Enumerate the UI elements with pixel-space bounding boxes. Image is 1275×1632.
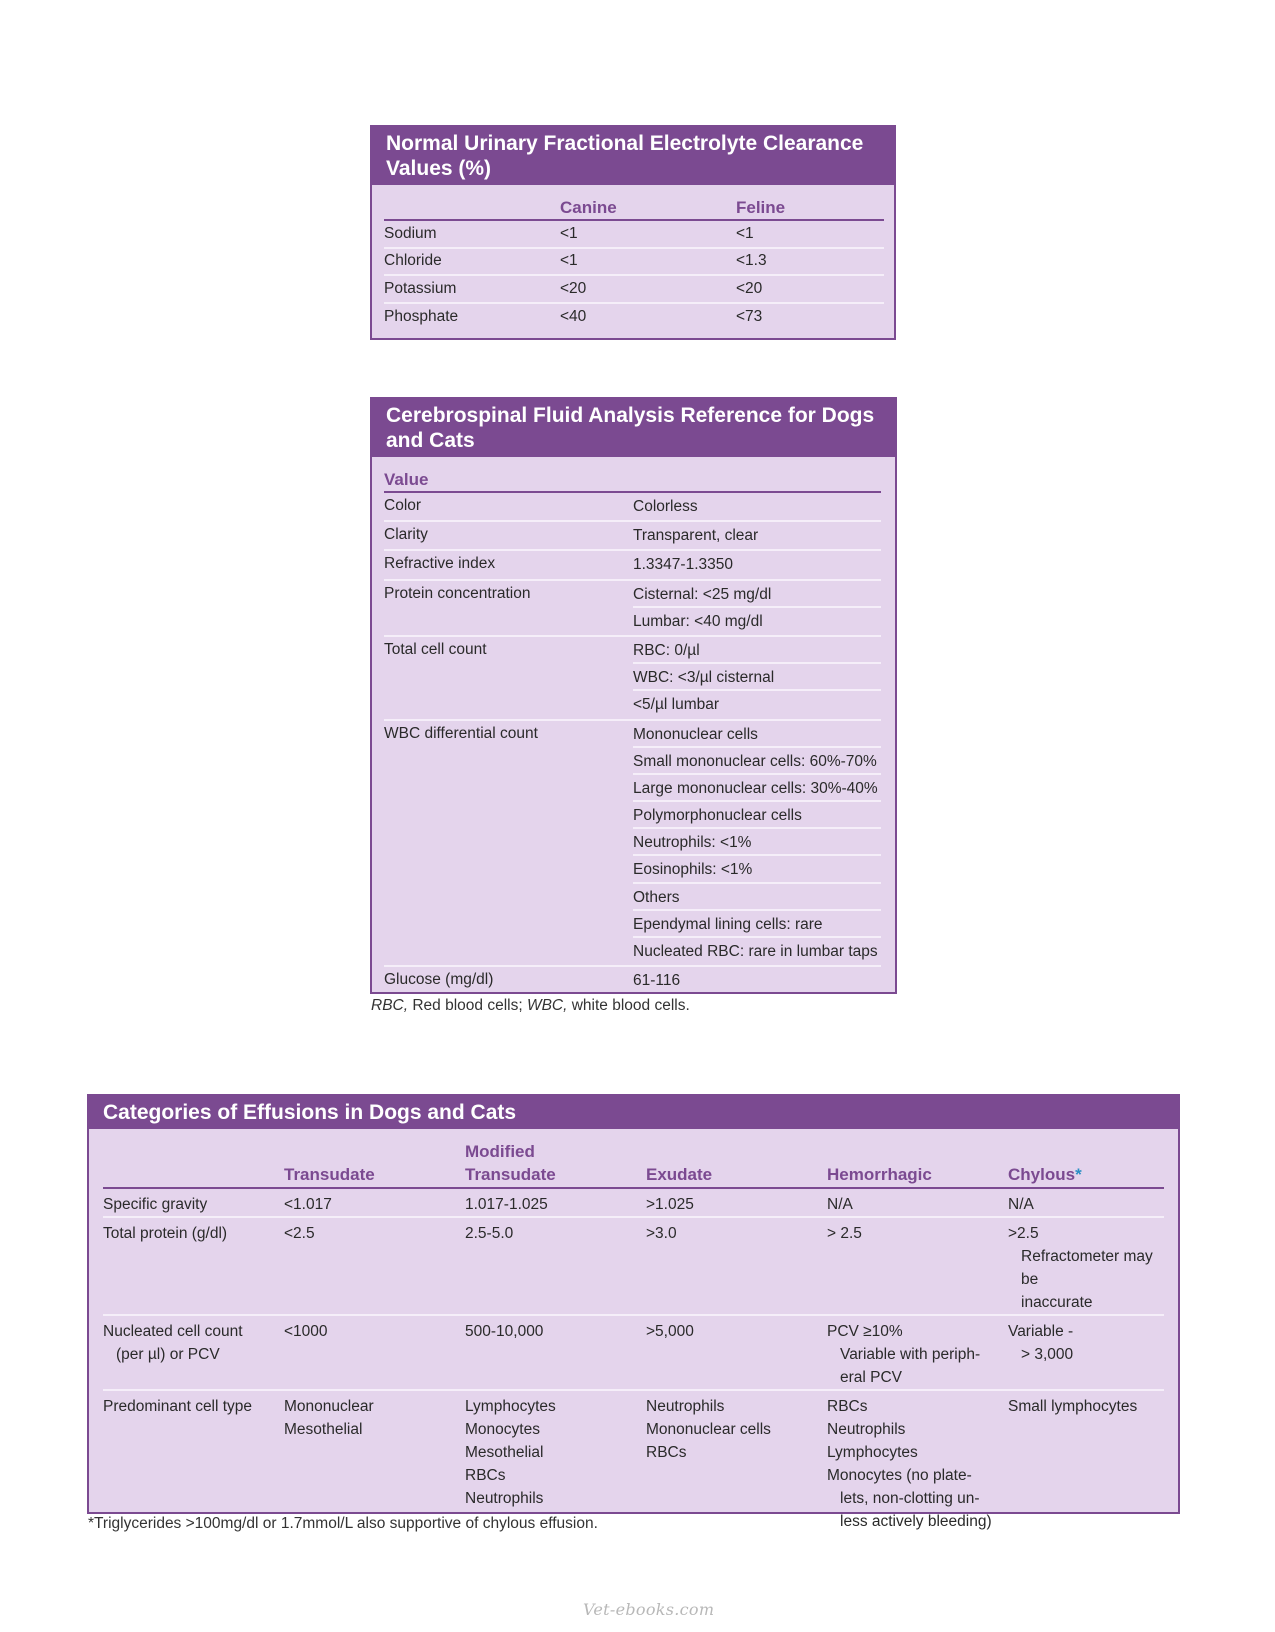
column-header-chylous xyxy=(1008,1163,1164,1186)
table-cell: <1 xyxy=(560,252,578,270)
row-label-line: (per µl) or PCV xyxy=(116,1346,220,1363)
row-values xyxy=(633,522,881,549)
table-cell xyxy=(284,1320,465,1389)
row-label-line: Nucleated cell count xyxy=(103,1323,243,1340)
table-row xyxy=(384,522,881,551)
table-cell: <40 xyxy=(560,308,587,326)
cell-line: inaccurate xyxy=(1021,1294,1093,1311)
table-cell xyxy=(827,1320,1008,1389)
table-row xyxy=(103,1189,1164,1218)
table-cell xyxy=(465,1320,646,1389)
table-cell: Cisternal: <25 mg/dl xyxy=(633,581,881,608)
row-label: Total cell count xyxy=(384,640,487,658)
cell-line: <1000 xyxy=(284,1323,328,1340)
table-cell: 1.3347-1.3350 xyxy=(633,556,733,574)
table-grid xyxy=(384,457,881,994)
row-label xyxy=(103,1222,284,1314)
column-header-feline: Feline xyxy=(736,198,786,217)
row-label: WBC differential count xyxy=(384,724,538,742)
table-cell xyxy=(1008,1395,1164,1533)
row-label-line: Total protein (g/dl) xyxy=(103,1225,228,1242)
table-cell: Lumbar: <40 mg/dl xyxy=(633,612,763,630)
table-cell xyxy=(465,1193,646,1216)
table-cell: <20 xyxy=(736,279,763,297)
cell-line: 500-10,000 xyxy=(465,1323,544,1340)
table-row xyxy=(103,1316,1164,1391)
table-cell: Neutrophils: <1% xyxy=(633,829,881,856)
cell-line: Mononuclear cells xyxy=(646,1421,771,1438)
row-label: Color xyxy=(384,497,422,514)
row-label: Refractive index xyxy=(384,555,496,573)
row-label xyxy=(103,1193,284,1216)
table-cell: Eosinophils: <1% xyxy=(633,856,881,883)
table-cell: <73 xyxy=(736,308,763,326)
cell-line: >3.0 xyxy=(646,1225,677,1242)
cell-line: Monocytes (no plate- xyxy=(827,1467,972,1484)
row-label: Potassium xyxy=(384,279,457,297)
cell-line: <2.5 xyxy=(284,1225,315,1242)
table-title: Cerebrospinal Fluid Analysis Reference for Dogs and Cats xyxy=(372,399,895,457)
table-cell: WBC: <3/µl cisternal xyxy=(633,664,881,691)
column-header-canine: Canine xyxy=(560,198,617,217)
table-cell xyxy=(1008,1193,1164,1216)
table-cell: Transparent, clear xyxy=(633,527,759,545)
row-values xyxy=(633,581,881,635)
table-title: Normal Urinary Fractional Electrolyte Clearance Values (%) xyxy=(372,127,894,185)
table-cell xyxy=(284,1222,465,1314)
table-cell xyxy=(465,1222,646,1314)
cell-line: <1.017 xyxy=(284,1196,332,1213)
table-cell xyxy=(646,1193,827,1216)
table-cell xyxy=(284,1193,465,1216)
table-cell: Ependymal lining cells: rare xyxy=(633,911,881,938)
cell-line: Monocytes xyxy=(465,1421,540,1438)
header-chylous-label: Chylous xyxy=(1008,1165,1076,1184)
effusions-footnote: *Triglycerides >100mg/dl or 1.7mmol/L also supportive of chylous effusion. xyxy=(88,1515,598,1532)
table-row xyxy=(384,637,881,721)
csf-footnote xyxy=(371,997,690,1015)
cell-line: >2.5 xyxy=(1008,1225,1039,1242)
table-cell: <1 xyxy=(736,224,754,242)
column-header-modified-transudate: Modified Transudate xyxy=(465,1142,556,1184)
cell-line: > 3,000 xyxy=(1021,1346,1074,1363)
row-label: Chloride xyxy=(384,252,442,270)
table-cell: Colorless xyxy=(633,498,698,515)
row-label: Clarity xyxy=(384,526,428,544)
column-header-exudate: Exudate xyxy=(646,1165,713,1184)
cell-line: >5,000 xyxy=(646,1323,694,1340)
table-cell xyxy=(284,1395,465,1533)
row-values xyxy=(633,637,881,719)
table-cell: Others xyxy=(633,884,881,911)
cell-line: Mesothelial xyxy=(465,1444,544,1461)
table-row xyxy=(384,249,884,277)
table-row xyxy=(384,493,881,522)
table-cell xyxy=(646,1395,827,1533)
table-row xyxy=(384,551,881,580)
row-label-line: Predominant cell type xyxy=(103,1398,253,1415)
table-cell xyxy=(827,1193,1008,1216)
table-cell: Mononuclear cells xyxy=(633,721,881,748)
table-row xyxy=(384,276,884,304)
cell-line: Neutrophils xyxy=(827,1421,906,1438)
cell-line: 1.017-1.025 xyxy=(465,1196,548,1213)
table-grid xyxy=(103,1129,1164,1537)
table-cell: Polymorphonuclear cells xyxy=(633,802,881,829)
cell-line: 2.5-5.0 xyxy=(465,1225,514,1242)
table-header-row xyxy=(384,457,881,493)
table-row xyxy=(384,304,884,332)
row-values xyxy=(633,967,881,994)
table-cell: Small mononuclear cells: 60%-70% xyxy=(633,748,881,775)
cell-line: >1.025 xyxy=(646,1196,694,1213)
table-header-row xyxy=(103,1129,1164,1189)
row-label xyxy=(103,1320,284,1389)
cell-line: PCV ≥10% xyxy=(827,1323,903,1340)
row-label: Sodium xyxy=(384,224,437,242)
cell-line: RBCs xyxy=(646,1444,687,1461)
cell-line: > 2.5 xyxy=(827,1225,862,1242)
cell-line: Mesothelial xyxy=(284,1421,363,1438)
table-row xyxy=(384,721,881,968)
cell-line: Variable with periph- xyxy=(840,1346,981,1363)
column-header-hemorrhagic: Hemorrhagic xyxy=(827,1165,932,1184)
cell-line: N/A xyxy=(1008,1196,1034,1213)
column-header-value: Value xyxy=(384,470,429,489)
cell-line: Small lymphocytes xyxy=(1008,1398,1138,1415)
table-cell xyxy=(646,1222,827,1314)
table-cell: Nucleated RBC: rare in lumbar taps xyxy=(633,943,878,960)
cell-line: less actively bleeding) xyxy=(840,1513,992,1530)
column-header-transudate: Transudate xyxy=(284,1165,375,1184)
table-cell: <1.3 xyxy=(736,252,767,270)
table-row xyxy=(384,221,884,249)
table-row xyxy=(103,1218,1164,1316)
footnote-text: Red blood cells; xyxy=(408,997,527,1014)
watermark-logo: Vet-ebooks.com xyxy=(583,1600,715,1619)
cell-line: RBCs xyxy=(827,1398,868,1415)
table-cell xyxy=(646,1320,827,1389)
cell-line: Neutrophils xyxy=(465,1490,544,1507)
csf-reference-table xyxy=(370,397,897,994)
row-label: Glucose (mg/dl) xyxy=(384,971,494,989)
footnote-abbr: RBC, xyxy=(371,997,409,1014)
table-cell: <20 xyxy=(560,279,587,297)
row-values xyxy=(633,493,881,520)
row-label-line: Specific gravity xyxy=(103,1196,208,1213)
table-cell xyxy=(465,1395,646,1533)
table-row xyxy=(384,967,881,994)
table-cell: 61-116 xyxy=(633,972,681,990)
row-values xyxy=(633,551,881,578)
table-cell xyxy=(1008,1320,1164,1389)
table-cell: Large mononuclear cells: 30%-40% xyxy=(633,775,881,802)
table-row xyxy=(384,581,881,637)
table-cell xyxy=(827,1395,1008,1533)
cell-line: RBCs xyxy=(465,1467,506,1484)
footnote-marker: * xyxy=(1075,1165,1082,1184)
table-cell xyxy=(827,1222,1008,1314)
row-values xyxy=(633,721,881,966)
cell-line: eral PCV xyxy=(840,1369,903,1386)
cell-line: lets, non-clotting un- xyxy=(840,1490,980,1507)
cell-line: Neutrophils xyxy=(646,1398,725,1415)
cell-line: Mononuclear xyxy=(284,1398,374,1415)
table-header-row xyxy=(384,185,884,221)
fractional-clearance-table xyxy=(370,125,896,340)
table-cell: RBC: 0/µl xyxy=(633,637,881,664)
cell-line: N/A xyxy=(827,1196,853,1213)
cell-line: Variable - xyxy=(1008,1323,1074,1340)
row-label xyxy=(103,1395,284,1533)
table-cell xyxy=(1008,1222,1164,1314)
row-label: Phosphate xyxy=(384,308,459,326)
table-cell: <5/µl lumbar xyxy=(633,696,720,714)
table-grid xyxy=(384,185,884,331)
cell-line: Refractometer may be xyxy=(1021,1248,1153,1288)
table-cell: <1 xyxy=(560,224,578,242)
footnote-abbr: WBC, xyxy=(526,997,568,1014)
table-title: Categories of Effusions in Dogs and Cats xyxy=(89,1096,1178,1129)
footnote-text: white blood cells. xyxy=(567,997,690,1014)
cell-line: Lymphocytes xyxy=(465,1398,556,1415)
cell-line: Lymphocytes xyxy=(827,1444,918,1461)
row-label: Protein concentration xyxy=(384,584,531,602)
